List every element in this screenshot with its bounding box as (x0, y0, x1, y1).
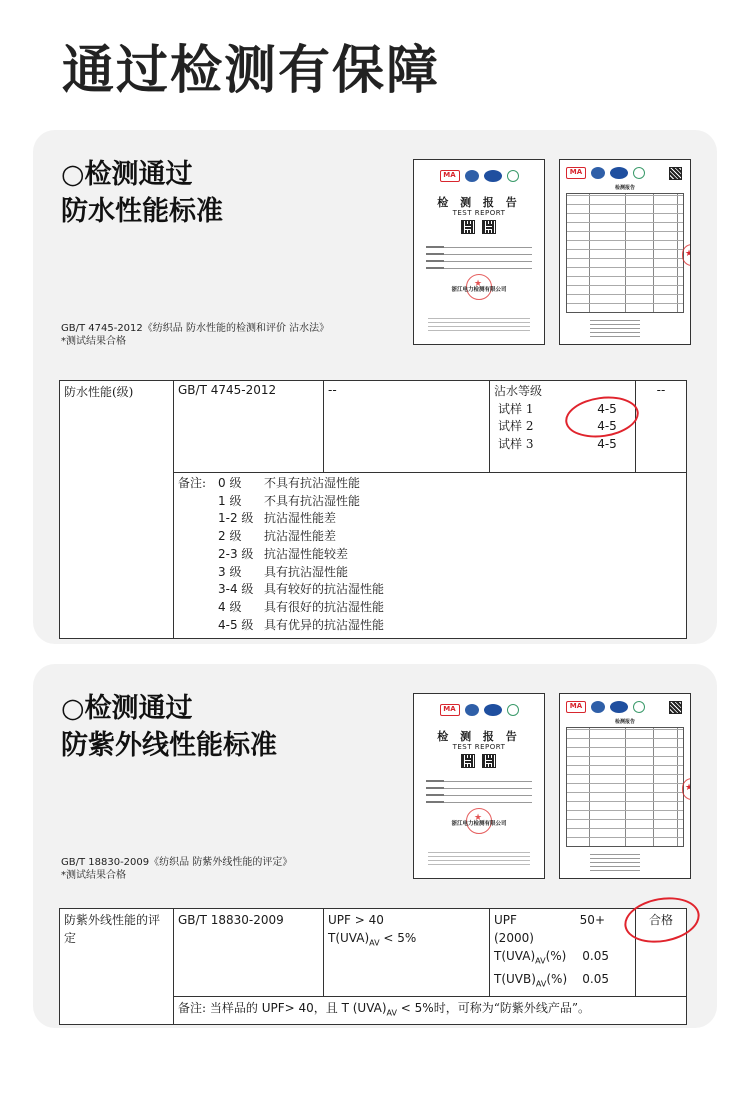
requirement-cell: -- (324, 381, 490, 473)
seal-logo-icon (507, 704, 519, 716)
standard-cell: GB/T 4745-2012 (174, 381, 324, 473)
heading-line-1: ○检测通过 (61, 159, 193, 190)
grade-item: 1 级 不具有抗沾湿性能 (218, 493, 361, 508)
qr-code-icon (461, 754, 475, 768)
heading-line-1: ○检测通过 (61, 693, 193, 724)
cnas-logo-icon (610, 167, 628, 179)
result-title: 沾水等级 (494, 384, 543, 398)
ilac-logo-icon (591, 701, 605, 713)
judgement-cell: -- (636, 381, 687, 473)
page-title: 通过检测有保障 (62, 41, 441, 101)
qr-code-icon (461, 220, 475, 234)
report-title: 检 测 报 告 (437, 196, 521, 209)
ilac-logo-icon (591, 167, 605, 179)
sample-row: 试样 3 4-5 (498, 436, 617, 451)
company-name: 浙江电力检测有限公司 (451, 287, 507, 293)
report-page-thumbnail[interactable] (559, 693, 691, 879)
cma-logo-icon: MA (440, 170, 460, 182)
standard-caption (61, 322, 329, 348)
seal-logo-icon (507, 170, 519, 182)
report-subtitle: TEST REPORT (452, 209, 506, 217)
grade-item: 3 级 具有抗沾湿性能 (218, 564, 349, 579)
qr-code-icon (669, 167, 682, 180)
report-subtitle: TEST REPORT (452, 743, 506, 751)
result-note: *测试结果合格 (61, 870, 126, 881)
grade-item: 2-3 级 抗沾湿性能较差 (218, 546, 349, 561)
cert-logos (414, 704, 544, 716)
sample-row: 试样 2 4-5 (498, 419, 617, 433)
cnas-logo-icon (484, 704, 502, 716)
result-note: *测试结果合格 (61, 336, 126, 347)
cert-logos (414, 170, 544, 182)
grade-item: 4-5 级 具有优异的抗沾湿性能 (218, 617, 385, 632)
report-notes-preview (590, 852, 640, 874)
result-cell (490, 381, 636, 473)
report-title: 检 测 报 告 (437, 730, 521, 743)
report-cover-thumbnail[interactable] (413, 159, 545, 345)
report-list-title: 检测报告 (614, 185, 635, 191)
report-table-preview (566, 727, 684, 847)
report-page-thumbnail[interactable] (559, 159, 691, 345)
section-heading (61, 690, 277, 764)
section-heading (61, 156, 223, 230)
item-cell: 防紫外线性能的评定 (60, 909, 174, 1025)
heading-line-2: 防紫外线性能标准 (61, 730, 277, 761)
judgement-cell: 合格 (636, 909, 687, 997)
seal-logo-icon (633, 701, 645, 713)
standard-cell: GB/T 18830-2009 (174, 909, 324, 997)
grade-list (218, 475, 384, 634)
notes-label: 备注: (178, 476, 207, 490)
qr-code-icon (669, 701, 682, 714)
notes-cell: 备注: 当样品的 UPF> 40，且 T $(UVA)_{AV} < 5\%$时，可称为“防紫外线产品”。 (174, 996, 687, 1024)
grade-item: 3-4 级 具有较好的抗沾湿性能 (218, 582, 385, 597)
heading-line-2: 防水性能标准 (61, 196, 223, 227)
requirement-cell: UPF > 40 $T(UVA)_{AV} < 5\%$ (324, 909, 490, 997)
waterproof-result-table (59, 380, 687, 639)
ilac-logo-icon (465, 704, 479, 716)
grade-item: 2 级 抗沾湿性能差 (218, 529, 337, 544)
standard-text: GB/T 4745-2012《纺织品 防水性能的检测和评价 沾水法》 (61, 323, 330, 334)
item-cell: 防水性能(级) (60, 381, 174, 639)
uv-result-table (59, 908, 687, 1025)
report-cover-thumbnail[interactable] (413, 693, 545, 879)
report-table-preview (566, 193, 684, 313)
notes-cell (174, 473, 687, 639)
result-cell: UPF 50+ (2000) $T(UVA)_{AV}(\%)$ 0.05 $T(UVB)_{AV}(\%)$ 0.05 (490, 909, 636, 997)
qr-code-icon (482, 220, 496, 234)
company-name: 浙江电力检测有限公司 (451, 821, 507, 827)
cnas-logo-icon (484, 170, 502, 182)
report-notes-preview (590, 318, 640, 340)
report-list-title: 检测报告 (614, 719, 635, 725)
standard-text: GB/T 18830-2009《纺织品 防紫外线性能的评定》 (61, 857, 293, 868)
grade-item: 0 级 不具有抗沾湿性能 (218, 476, 361, 490)
cma-logo-icon: MA (566, 167, 586, 179)
cma-logo-icon: MA (440, 704, 460, 716)
cma-logo-icon: MA (566, 701, 586, 713)
standard-caption (61, 856, 292, 882)
grade-item: 4 级 具有很好的抗沾湿性能 (218, 599, 385, 614)
qr-code-icon (482, 754, 496, 768)
seal-logo-icon (633, 167, 645, 179)
cnas-logo-icon (610, 701, 628, 713)
ilac-logo-icon (465, 170, 479, 182)
grade-item: 1-2 级 抗沾湿性能差 (218, 511, 337, 526)
sample-row: 试样 1 4-5 (498, 401, 617, 416)
